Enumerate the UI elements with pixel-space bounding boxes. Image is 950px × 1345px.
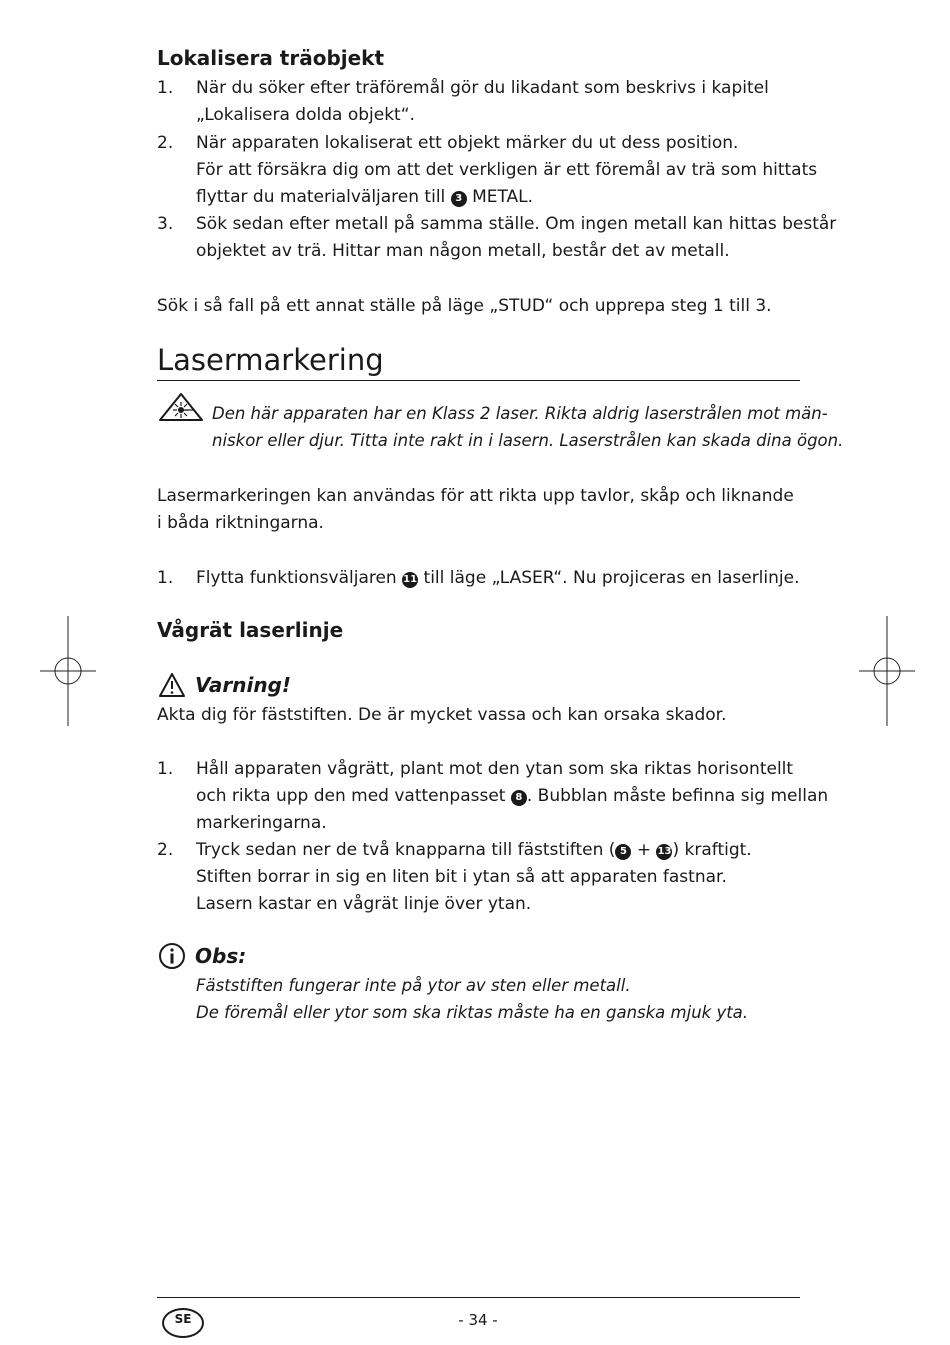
list-item-text — [196, 786, 828, 806]
heading-vagrat-laserlinje: Vågrät laserlinje — [157, 618, 344, 642]
heading-lasermarkering: Lasermarkering — [157, 343, 384, 377]
registration-mark-left — [40, 616, 96, 726]
country-badge — [162, 1308, 204, 1338]
text-fragment: Tryck sedan ner de två knapparna till fäststiften ( — [196, 840, 616, 860]
heading-rule — [157, 380, 800, 381]
list-item-text: „Lokalisera dolda objekt“. — [196, 105, 415, 125]
list-item-text — [196, 568, 800, 588]
list-item-text: Sök sedan efter metall på samma ställe. Om ingen metall kan hittas består — [196, 214, 837, 234]
heading-lokalisera-traobjekt: Lokalisera träobjekt — [157, 46, 385, 70]
text-fragment: flyttar du materialväljaren till — [196, 187, 446, 207]
list-number: 2. — [157, 133, 174, 153]
text-fragment: och rikta upp den med vattenpasset — [196, 786, 506, 806]
laser-warning-text: Den här apparaten har en Klass 2 laser. Rikta aldrig laserstrålen mot män- — [212, 404, 828, 423]
paragraph: Sök i så fall på ett annat ställe på läge „STUD“ och upprepa steg 1 till 3. — [157, 296, 772, 316]
obs-text: Fäststiften fungerar inte på ytor av sten eller metall. — [196, 976, 631, 995]
obs-label: Obs: — [195, 944, 247, 968]
list-number: 1. — [157, 568, 174, 588]
warning-text: Akta dig för fäststiften. De är mycket vassa och kan orsaka skador. — [157, 705, 727, 725]
reference-number-badge: 3 — [451, 191, 467, 207]
reference-number-badge: 11 — [402, 572, 418, 588]
list-number: 1. — [157, 78, 174, 98]
obs-text: De föremål eller ytor som ska riktas måste ha en ganska mjuk yta. — [196, 1003, 749, 1022]
list-item-text — [196, 840, 752, 860]
warning-label: Varning! — [195, 673, 292, 697]
list-item-text: Håll apparaten vågrätt, plant mot den ytan som ska riktas horisontellt — [196, 759, 794, 779]
text-fragment: + — [636, 840, 652, 860]
page-number: - 34 - — [458, 1311, 498, 1329]
reference-number-badge: 5 — [615, 844, 631, 860]
text-fragment: METAL. — [472, 187, 534, 207]
list-item-text: För att försäkra dig om att det verkligen är ett föremål av trä som hittats — [196, 160, 818, 180]
list-number: 3. — [157, 214, 174, 234]
reference-number-badge: 8 — [511, 790, 527, 806]
laser-warning-icon — [158, 392, 204, 422]
list-number: 2. — [157, 840, 174, 860]
info-icon — [158, 942, 186, 970]
list-number: 1. — [157, 759, 174, 779]
list-item-text: Lasern kastar en vågrät linje över ytan. — [196, 894, 532, 914]
list-item-text: När du söker efter träföremål gör du likadant som beskrivs i kapitel — [196, 78, 769, 98]
list-item-text: objektet av trä. Hittar man någon metall, består det av metall. — [196, 241, 730, 261]
text-fragment: till läge „LASER“. Nu projiceras en laserlinje. — [423, 568, 800, 588]
text-fragment: ) kraftigt. — [672, 840, 752, 860]
text-fragment: Flytta funktionsväljaren — [196, 568, 397, 588]
list-item-text: markeringarna. — [196, 813, 327, 833]
laser-warning-text: niskor eller djur. Titta inte rakt in i lasern. Laserstrålen kan skada dina ögon. — [212, 431, 844, 450]
paragraph: i båda riktningarna. — [157, 513, 324, 533]
warning-triangle-icon — [158, 672, 186, 698]
paragraph: Lasermarkeringen kan användas för att rikta upp tavlor, skåp och liknande — [157, 486, 794, 506]
footer-rule — [157, 1297, 800, 1298]
country-code: SE — [174, 1312, 192, 1326]
registration-mark-right — [859, 616, 915, 726]
list-item-text — [196, 187, 533, 207]
text-fragment: . Bubblan måste befinna sig mellan — [526, 786, 829, 806]
list-item-text: När apparaten lokaliserat ett objekt märker du ut dess position. — [196, 133, 739, 153]
list-item-text: Stiften borrar in sig en liten bit i ytan så att apparaten fastnar. — [196, 867, 727, 887]
reference-number-badge: 13 — [656, 844, 672, 860]
